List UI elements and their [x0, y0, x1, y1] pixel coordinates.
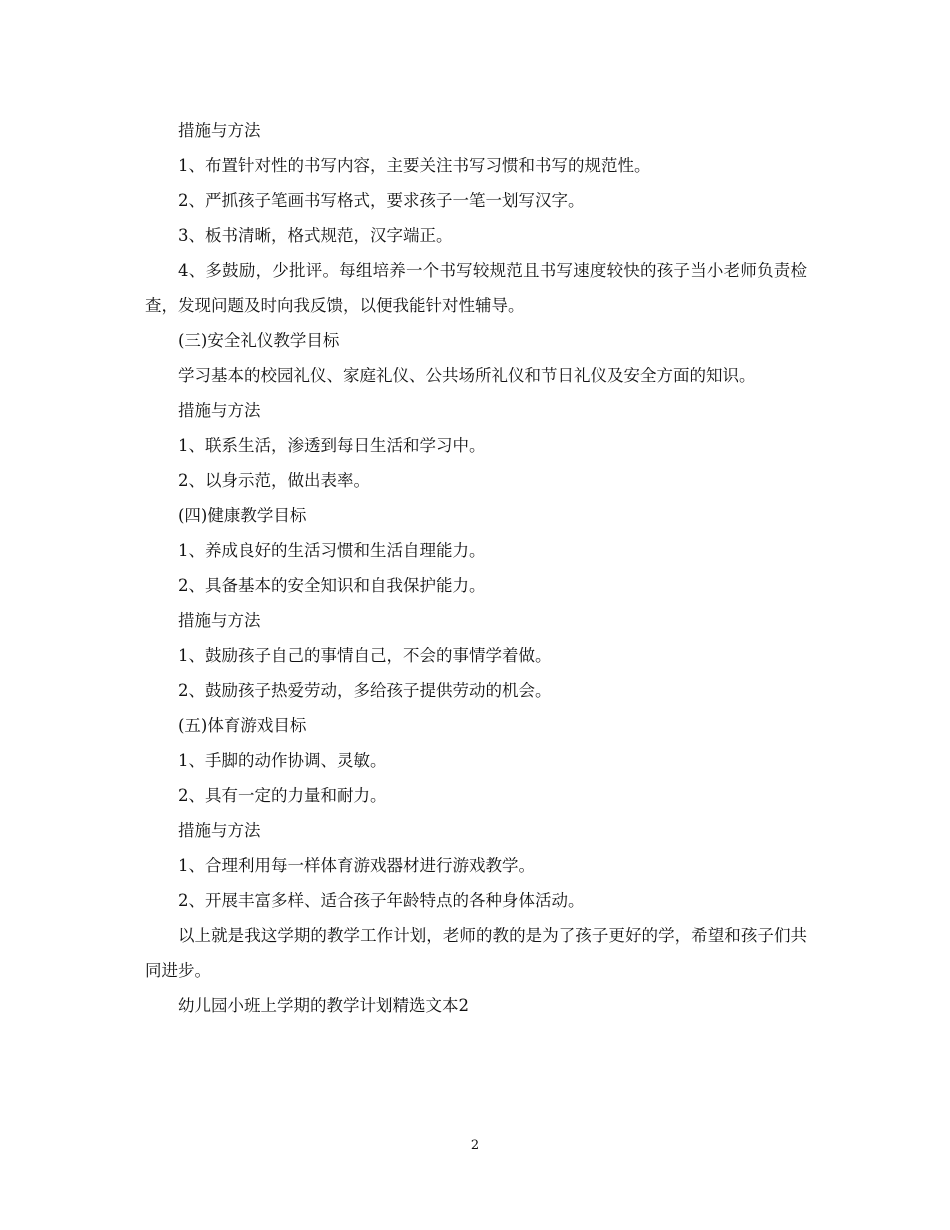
section-heading-safety-etiquette: (三)安全礼仪教学目标: [178, 331, 340, 350]
paragraph-safety-measure-2: 2、以身示范，做出表率。: [178, 471, 370, 490]
paragraph-sports-measure-2: 2、开展丰富多样、适合孩子年龄特点的各种身体活动。: [178, 891, 585, 910]
section-heading-sports-games: (五)体育游戏目标: [178, 716, 307, 735]
paragraph-sports-goal-2: 2、具有一定的力量和耐力。: [178, 786, 387, 805]
paragraph-health-measure-1: 1、鼓励孩子自己的事情自己，不会的事情学着做。: [178, 646, 552, 665]
paragraph-next-text-title: 幼儿园小班上学期的教学计划精选文本2: [178, 996, 469, 1015]
paragraph-writing-measure-4: 4、多鼓励，少批评。每组培养一个书写较规范且书写速度较快的孩子当小老师负责检查，发现问题及时向我反馈，以便我能针对性辅导。: [145, 261, 807, 315]
document-body: [145, 113, 807, 1023]
paragraph-health-goal-2: 2、具备基本的安全知识和自我保护能力。: [178, 576, 486, 595]
paragraph-measures-heading-4: 措施与方法: [178, 821, 261, 840]
paragraph-sports-goal-1: 1、手脚的动作协调、灵敏。: [178, 751, 387, 770]
page-number: 2: [470, 1138, 480, 1153]
paragraph-health-measure-2: 2、鼓励孩子热爱劳动，多给孩子提供劳动的机会。: [178, 681, 552, 700]
paragraph-measures-heading-1: 措施与方法: [178, 121, 261, 140]
paragraph-safety-etiquette-goal: 学习基本的校园礼仪、家庭礼仪、公共场所礼仪和节日礼仪及安全方面的知识。: [178, 366, 756, 385]
paragraph-health-goal-1: 1、养成良好的生活习惯和生活自理能力。: [178, 541, 486, 560]
section-heading-health: (四)健康教学目标: [178, 506, 307, 525]
paragraph-safety-measure-1: 1、联系生活，渗透到每日生活和学习中。: [178, 436, 486, 455]
paragraph-sports-measure-1: 1、合理利用每一样体育游戏器材进行游戏教学。: [178, 856, 535, 875]
paragraph-writing-measure-2: 2、严抓孩子笔画书写格式，要求孩子一笔一划写汉字。: [178, 191, 585, 210]
paragraph-conclusion: 以上就是我这学期的教学工作计划，老师的教的是为了孩子更好的学，希望和孩子们共同进步。: [145, 926, 807, 980]
paragraph-writing-measure-3: 3、板书清晰，格式规范，汉字端正。: [178, 226, 453, 245]
paragraph-measures-heading-3: 措施与方法: [178, 611, 261, 630]
paragraph-writing-measure-1: 1、布置针对性的书写内容，主要关注书写习惯和书写的规范性。: [178, 156, 651, 175]
paragraph-measures-heading-2: 措施与方法: [178, 401, 261, 420]
